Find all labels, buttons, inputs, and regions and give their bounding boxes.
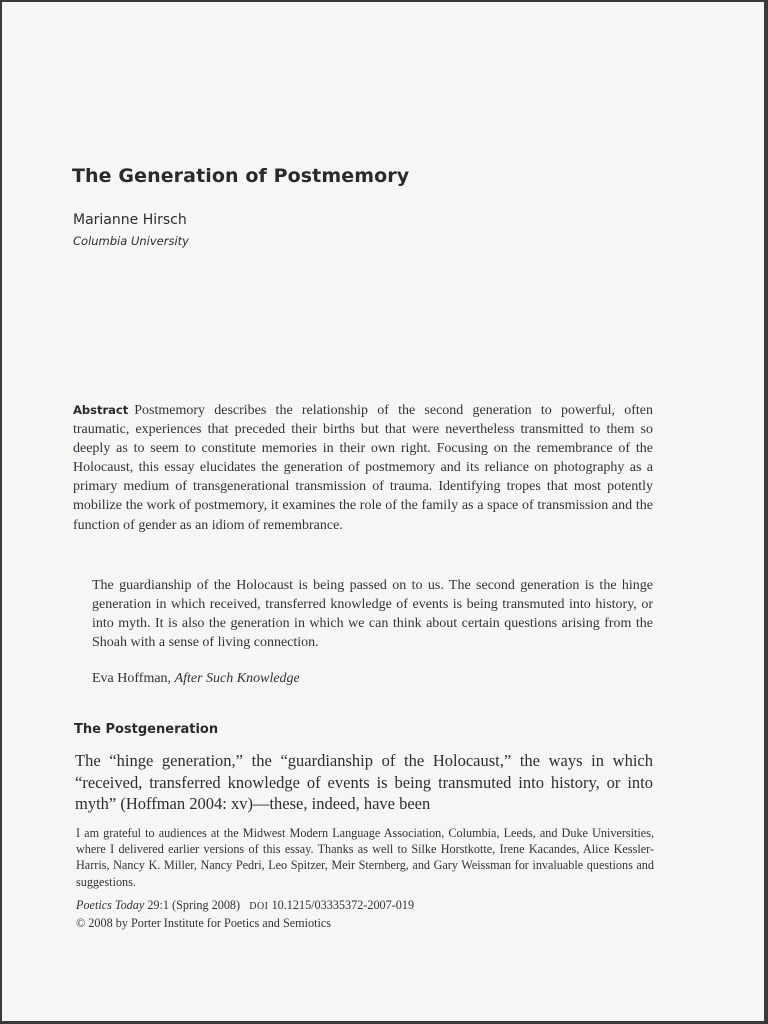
journal-name: Poetics Today [76,898,145,912]
copyright-line: © 2008 by Porter Institute for Poetics and Semiotics [76,916,332,931]
epigraph-source-author: Eva Hoffman, [92,671,172,686]
author-name: Marianne Hirsch [73,212,187,228]
acknowledgment-footnote: I am grateful to audiences at the Midwest Modern Language Association, Columbia, Leeds, and Duke Universities, where I delivered earlier versions of this essay. Thanks as well to Silke Horstkotte, Irene Kacandes, Alice Kessler-Harris, Nancy K. Miller, Nancy Pedri, Leo Spitzer, Meir Sternberg, and Gary Weissman for invaluable questions and suggestions. [76,826,654,889]
abstract-text: Postmemory describes the relationship of the second generation to powerful, often traumatic, experiences that preceded their births but that were nevertheless transmitted to them so deeply as to seem to constitute memories in their own right. Focusing on the remembrance of the Holocaust, this essay elucidates the generation of postmemory and its reliance on photography as a primary medium of transgenerational transmission of trauma. Identifying tropes that most potently mobilize the work of postmemory, it examines the role of the family as a space of transmission and the function of gender as an idiom of remembrance. [73,403,653,533]
journal-page [2,2,764,1021]
section-heading: The Postgeneration [74,722,219,737]
author-affiliation: Columbia University [73,234,189,248]
abstract-label: Abstract [73,403,129,417]
journal-citation [76,897,654,931]
body-paragraph: The “hinge generation,” the “guardianship of the Holocaust,” the ways in which “received, transferred knowledge of events is being transmuted into history, or into myth” (Hoffman 2004: xv)—these, indeed, have been [75,751,653,813]
journal-issue: 29:1 (Spring 2008) [147,898,241,912]
epigraph-source [92,671,300,687]
doi-label: DOI [249,901,269,912]
epigraph-quote: The guardianship of the Holocaust is being passed on to us. The second generation is the hinge generation in which received, transferred knowledge of events is being transmuted into history, or into myth. It is also the generation in which we can think about certain questions arising from the Shoah with a sense of living connection. [92,578,653,651]
epigraph-source-title: After Such Knowledge [174,671,300,686]
citation-line [76,897,654,915]
abstract [73,401,653,535]
doi-value: 10.1215/03335372-2007-019 [271,898,415,912]
article-title: The Generation of Postmemory [72,165,410,187]
